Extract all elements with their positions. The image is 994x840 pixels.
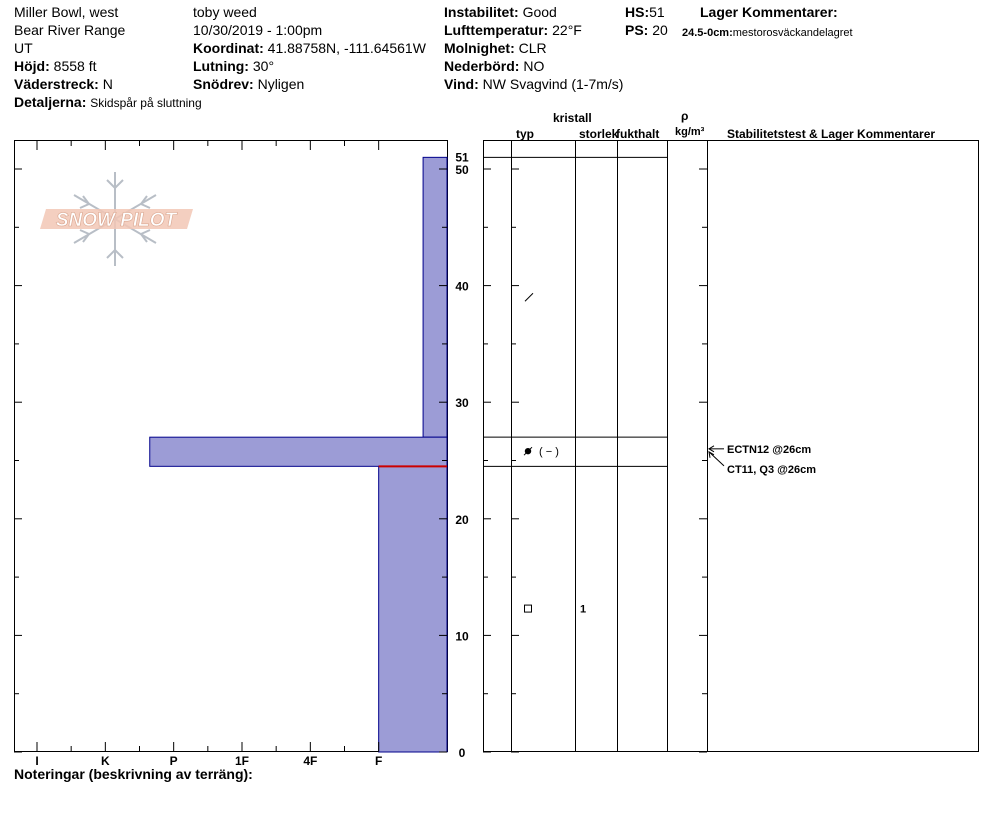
hardness-bar-layer-1 <box>423 157 447 437</box>
grain-type-symbols <box>524 293 559 612</box>
col-density-unit-header: kg/m³ <box>675 126 705 138</box>
coordinate-value: 41.88758N, -111.64561W <box>267 40 426 56</box>
precipitation-particles-icon <box>525 293 533 301</box>
logo-text: SNOW PILOT <box>55 210 177 231</box>
col-moisture-header: fukthalt <box>616 127 660 141</box>
layer-comment-text: mestorosväckandelagret <box>732 27 853 39</box>
observer: toby weed <box>193 4 257 20</box>
air-temp-value: 22°F <box>552 22 582 38</box>
grain-symbol-faceted-crystals <box>525 605 532 612</box>
crystal-table-depth-ticks <box>483 169 707 752</box>
hs-label: HS: <box>625 4 650 20</box>
slope-value: 30° <box>252 58 275 74</box>
depth-label: 0 <box>458 746 466 760</box>
hardness-label: K <box>100 754 110 768</box>
instability-value: Good <box>522 4 557 20</box>
grain-symbol-surface-hoar <box>524 446 559 458</box>
depth-label: 50 <box>455 163 469 177</box>
snowpilot-logo <box>40 172 193 266</box>
hs-value: 51 <box>649 4 665 20</box>
grain-size-value: 1 <box>580 603 587 616</box>
faceted-crystals-icon <box>525 605 532 612</box>
stability-test-text: ECTN12 @26cm <box>727 443 812 456</box>
grain-sizes <box>580 604 586 616</box>
ps-label: PS: <box>625 22 649 38</box>
hardness-label: 4F <box>303 754 318 768</box>
mountain-range: Bear River Range <box>14 22 126 38</box>
aspect-label: Väderstreck: <box>14 76 99 92</box>
notes-label: Noteringar (beskrivning av terräng): <box>14 766 253 782</box>
location-name: Miller Bowl, west <box>14 4 119 20</box>
wind-label: Vind: <box>444 76 479 92</box>
coordinate-label: Koordinat: <box>193 40 264 56</box>
layer-comments-title: Lager Kommentarer: <box>700 4 838 20</box>
observation-datetime: 10/30/2019 - 1:00pm <box>193 22 323 38</box>
ps-value: 20 <box>652 22 668 38</box>
col-stability-header: Stabilitetstest & Lager Kommentarer <box>727 127 936 141</box>
layer-comment-depth: 24.5-0cm: <box>682 27 733 39</box>
stability-tests <box>709 444 816 476</box>
details-value: Skidspår på sluttning <box>90 96 202 110</box>
hardness-label: P <box>169 754 178 768</box>
depth-label: 40 <box>455 279 469 294</box>
precip-label: Nederbörd: <box>444 58 520 74</box>
stability-test-text: CT11, Q3 @26cm <box>727 463 816 476</box>
hardness-label: F <box>374 754 383 768</box>
col-rho-header: ρ <box>681 109 689 123</box>
precip-value: NO <box>523 58 545 74</box>
hardness-bar-layer-2 <box>150 437 447 466</box>
wind-value: NW Svagvind (1-7m/s) <box>482 76 624 92</box>
depth-label: 20 <box>455 512 469 527</box>
elevation-label: Höjd: <box>14 58 50 74</box>
grain-symbol-precipitation-particles <box>525 293 533 301</box>
col-crystal-header: kristall <box>553 111 592 125</box>
wind-loading-label: Snödrev: <box>193 76 254 92</box>
slope-label: Lutning: <box>193 58 249 74</box>
details-label: Detaljerna: <box>14 94 87 110</box>
hardness-bar-layer-3 <box>379 466 447 752</box>
grain-symbol-label: ( − ) <box>539 446 559 459</box>
elevation-value: 8558 ft <box>53 58 97 74</box>
stability-test-leader <box>709 452 724 466</box>
air-temp-label: Lufttemperatur: <box>444 22 549 38</box>
hardness-bars <box>150 157 447 752</box>
hardness-label: 1F <box>234 754 250 768</box>
depth-top-label: 51 <box>455 150 469 165</box>
col-type-header: typ <box>516 127 534 141</box>
depth-label: 10 <box>455 629 469 644</box>
sky-value: CLR <box>518 40 547 56</box>
wind-loading-value: Nyligen <box>257 76 305 92</box>
state: UT <box>14 40 33 56</box>
instability-label: Instabilitet: <box>444 4 519 20</box>
col-size-header: storlek <box>579 127 619 141</box>
sky-label: Molnighet: <box>444 40 515 56</box>
stability-test-1 <box>709 444 811 456</box>
hardness-label: I <box>35 754 39 768</box>
depth-label: 30 <box>455 396 469 411</box>
aspect-value: N <box>102 76 113 92</box>
